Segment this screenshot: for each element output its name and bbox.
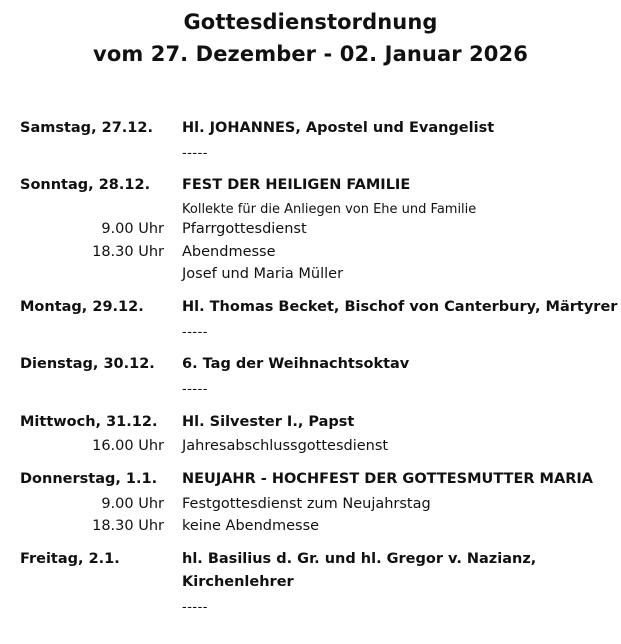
service-description: Pfarrgottesdienst [182, 221, 307, 237]
service-time: 9.00 Uhr [101, 221, 164, 237]
day-title: NEUJAHR - HOCHFEST DER GOTTESMUTTER MARIA [182, 471, 593, 487]
service-description: Jahresabschlussgottesdienst [182, 438, 389, 454]
document-subtitle-date-range: vom 27. Dezember - 02. Januar 2026 [93, 42, 528, 66]
service-description: Abendmesse [182, 244, 276, 260]
day-label: Dienstag, 30.12. [20, 356, 155, 372]
day-label: Montag, 29.12. [20, 299, 144, 315]
collection-note: Kollekte für die Anliegen von Ehe und Familie [182, 202, 477, 217]
separator-dashes: ----- [182, 600, 208, 615]
document-title: Gottesdienstordnung [183, 10, 438, 34]
day-label: Mittwoch, 31.12. [20, 414, 158, 430]
service-time: 18.30 Uhr [92, 518, 164, 534]
day-title: hl. Basilius d. Gr. und hl. Gregor v. Nazianz, [182, 551, 537, 567]
day-label: Samstag, 27.12. [20, 120, 153, 136]
service-time: 9.00 Uhr [101, 496, 164, 512]
mass-intention: Josef und Maria Müller [182, 266, 344, 282]
service-description: Festgottesdienst zum Neujahrstag [182, 496, 431, 512]
day-title-continued: Kirchenlehrer [182, 574, 294, 590]
service-description: keine Abendmesse [182, 518, 320, 534]
day-title: Hl. Thomas Becket, Bischof von Canterbury, Märtyrer [182, 299, 618, 315]
separator-dashes: ----- [182, 325, 208, 340]
day-label: Freitag, 2.1. [20, 551, 120, 567]
separator-dashes: ----- [182, 146, 208, 161]
day-title: 6. Tag der Weihnachtsoktav [182, 356, 410, 372]
day-label: Sonntag, 28.12. [20, 177, 151, 193]
day-label: Donnerstag, 1.1. [20, 471, 158, 487]
day-title: Hl. JOHANNES, Apostel und Evangelist [182, 120, 495, 136]
service-time: 18.30 Uhr [92, 244, 164, 260]
service-time: 16.00 Uhr [92, 438, 164, 454]
day-title: FEST DER HEILIGEN FAMILIE [182, 177, 411, 193]
separator-dashes: ----- [182, 382, 208, 397]
day-title: Hl. Silvester I., Papst [182, 414, 355, 430]
